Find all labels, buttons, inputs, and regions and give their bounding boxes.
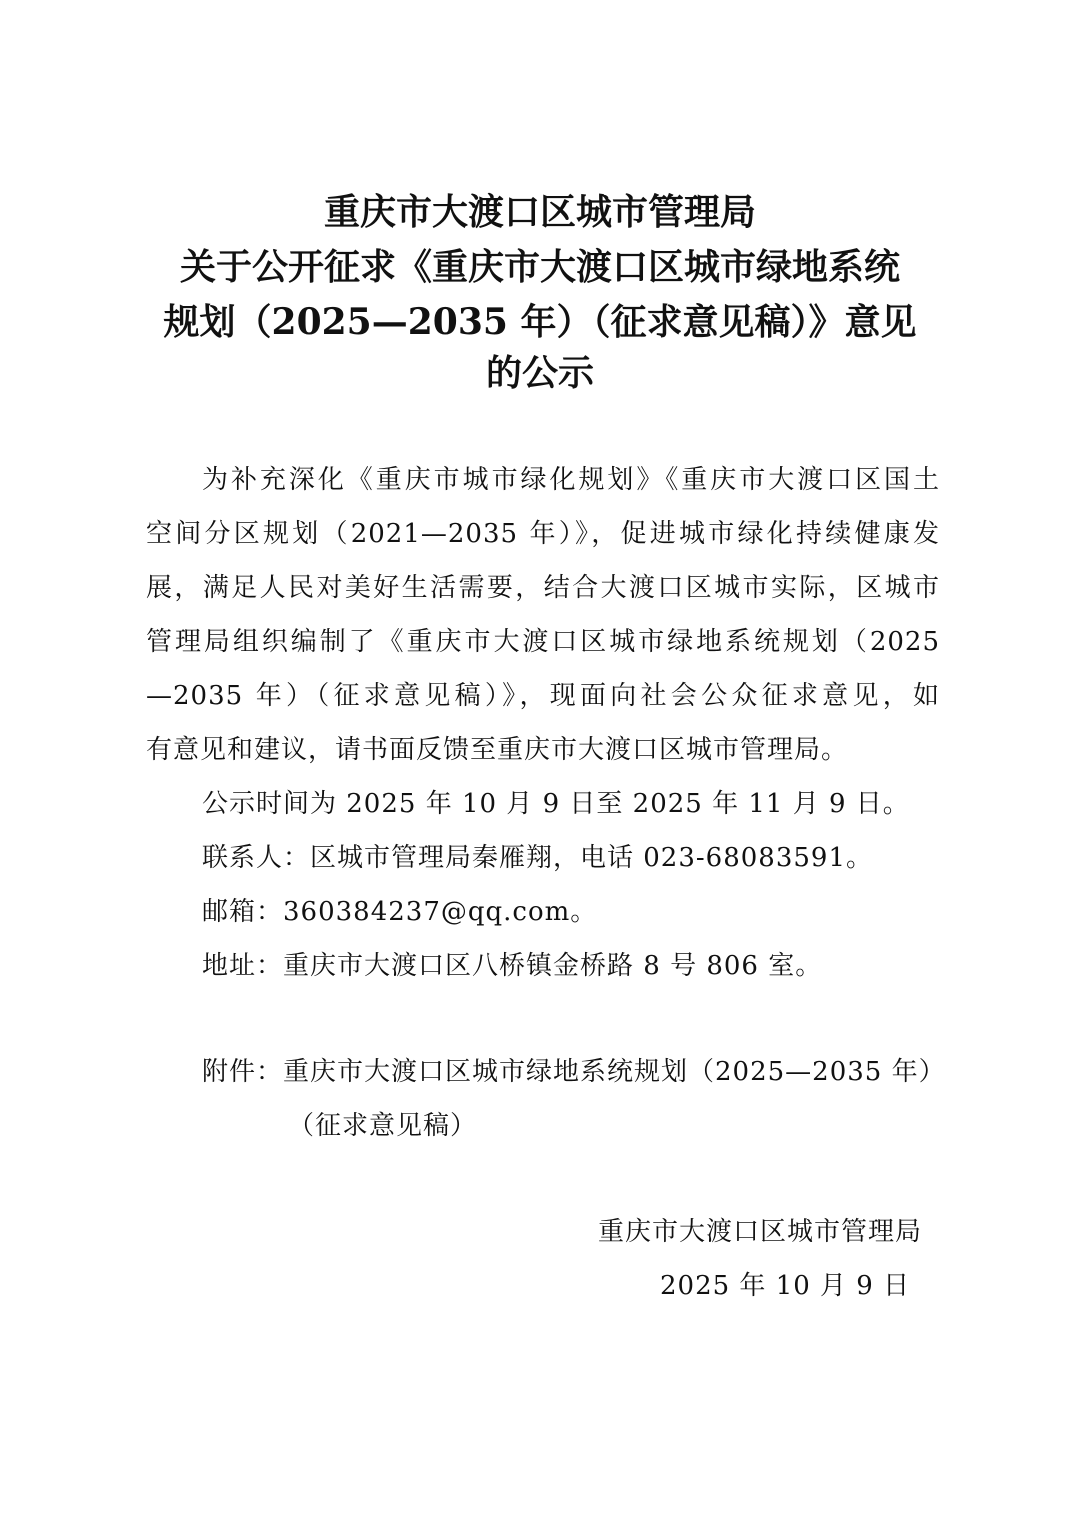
signature-date: 2025 年 10 月 9 日 [660, 1271, 911, 1301]
email-address: 邮箱：360384237@qq.com。 [202, 897, 598, 927]
document-title-line-2: 关于公开征求《重庆市大渡口区城市绿地系统 [179, 246, 900, 288]
paragraph-1-line-3: 展，满足人民对美好生活需要，结合大渡口区城市实际，区城市 [146, 573, 940, 603]
paragraph-1-line-1: 为补充深化《重庆市城市绿化规划》《重庆市大渡口区国土 [202, 465, 940, 495]
postal-address: 地址：重庆市大渡口区八桥镇金桥路 8 号 806 室。 [202, 951, 823, 981]
document-title-line-4: 的公示 [485, 352, 594, 394]
attachment-line-1: 附件：重庆市大渡口区城市绿地系统规划（2025—2035 年） [202, 1057, 946, 1087]
publicity-period: 公示时间为 2025 年 10 月 9 日至 2025 年 11 月 9 日。 [202, 789, 910, 819]
paragraph-1-line-6: 有意见和建议，请书面反馈至重庆市大渡口区城市管理局。 [146, 735, 849, 765]
paragraph-1-line-5: —2035 年）（征求意见稿）》，现面向社会公众征求意见，如 [146, 681, 940, 711]
contact-person: 联系人：区城市管理局秦雁翔，电话 023-68083591。 [202, 843, 874, 873]
signature-organization: 重庆市大渡口区城市管理局 [598, 1217, 923, 1247]
document-title-line-1: 重庆市大渡口区城市管理局 [323, 191, 756, 233]
paragraph-1-line-2: 空间分区规划（2021—2035 年）》，促进城市绿化持续健康发 [146, 519, 940, 549]
attachment-line-2: （征求意见稿） [288, 1111, 478, 1141]
paragraph-1-line-4: 管理局组织编制了《重庆市大渡口区城市绿地系统规划（2025 [146, 627, 940, 657]
document-title-line-3: 规划（2025—2035 年）（征求意见稿）》意见 [163, 301, 917, 343]
